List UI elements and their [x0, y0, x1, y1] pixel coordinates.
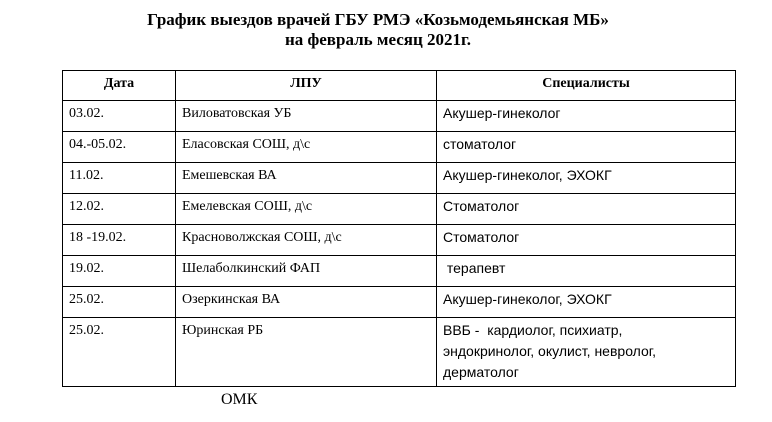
cell-specialists: [437, 318, 736, 387]
specialist-line: Стоматолог: [443, 198, 520, 214]
specialist-line: Акушер-гинеколог: [443, 105, 561, 121]
cell-lpu: Юринская РБ: [176, 318, 437, 387]
cell-specialists: [437, 101, 736, 132]
cell-date: 03.02.: [63, 101, 176, 132]
cell-specialists: [437, 225, 736, 256]
table-row: [63, 101, 736, 132]
specialist-line: дерматолог: [443, 364, 519, 380]
table-row: [63, 194, 736, 225]
cell-date: 12.02.: [63, 194, 176, 225]
cell-lpu: Еласовская СОШ, д\с: [176, 132, 437, 163]
cell-date: 25.02.: [63, 287, 176, 318]
specialist-line: эндокринолог, окулист, невролог,: [443, 343, 657, 359]
table-row: [63, 287, 736, 318]
cell-lpu: Емелевская СОШ, д\с: [176, 194, 437, 225]
table-row: [63, 225, 736, 256]
cell-lpu: Виловатовская УБ: [176, 101, 437, 132]
cell-specialists: [437, 287, 736, 318]
specialist-line: стоматолог: [443, 136, 517, 152]
header-specialists: Специалисты: [437, 71, 736, 101]
table-row: [63, 318, 736, 387]
document-title: График выездов врачей ГБУ РМЭ «Козьмодемьянская МБ»: [147, 10, 609, 29]
cell-lpu: Озеркинская ВА: [176, 287, 437, 318]
cell-lpu: Красноволжская СОШ, д\с: [176, 225, 437, 256]
cell-date: 18 -19.02.: [63, 225, 176, 256]
header-lpu: ЛПУ: [176, 71, 437, 101]
cell-date: 04.-05.02.: [63, 132, 176, 163]
footer-note: ОМК: [221, 391, 258, 408]
header-date: Дата: [63, 71, 176, 101]
specialist-line: Стоматолог: [443, 229, 520, 245]
cell-specialists: [437, 163, 736, 194]
specialist-line: Акушер-гинеколог, ЭХОКГ: [443, 167, 612, 183]
table-row: [63, 163, 736, 194]
cell-specialists: [437, 256, 736, 287]
cell-date: 25.02.: [63, 318, 176, 387]
cell-date: 19.02.: [63, 256, 176, 287]
cell-specialists: [437, 194, 736, 225]
cell-lpu: Шелаболкинский ФАП: [176, 256, 437, 287]
cell-date: 11.02.: [63, 163, 176, 194]
cell-specialists: [437, 132, 736, 163]
cell-lpu: Емешевская ВА: [176, 163, 437, 194]
specialist-line: терапевт: [443, 260, 506, 276]
document-subtitle: на февраль месяц 2021г.: [284, 30, 472, 49]
table-row: [63, 132, 736, 163]
schedule-table: [62, 70, 736, 387]
specialist-line: ВВБ - кардиолог, психиатр,: [443, 322, 623, 338]
specialist-line: Акушер-гинеколог, ЭХОКГ: [443, 291, 612, 307]
table-row: [63, 256, 736, 287]
table-header-row: [63, 71, 736, 101]
